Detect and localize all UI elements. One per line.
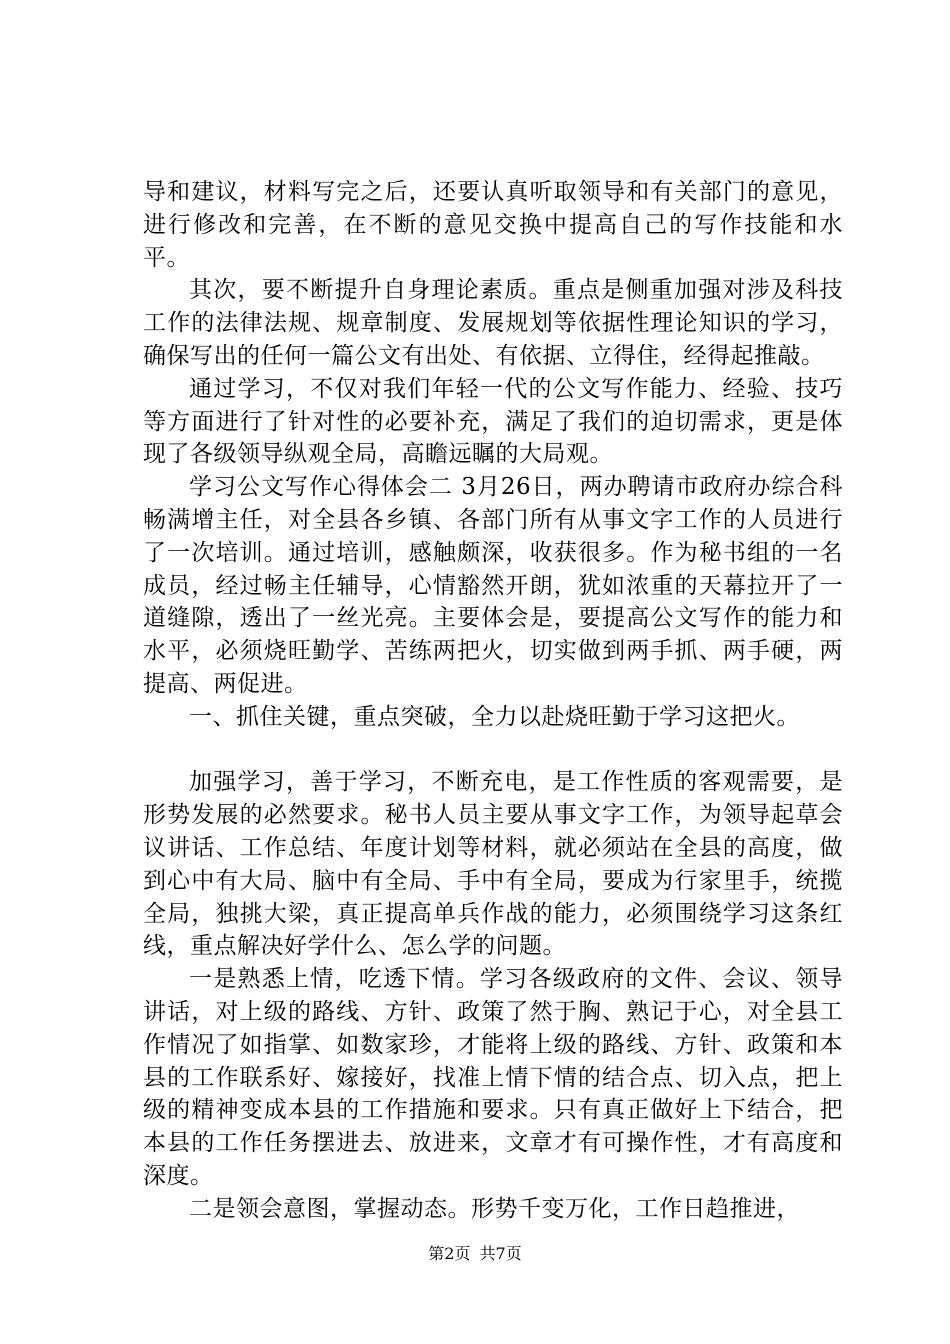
paragraph-point-one: 一是熟悉上情，吃透下情。学习各级政府的文件、会议、领导讲话，对上级的路线、方针、政策了然于胸、熟记于心，对全县工作情况了如指掌、如数家珍，才能将上级的路线、方针、政策和本县的工作联系好、嫁接好，找准上情下情的结合点、切入点，把上级的精神变成本县的工作措施和要求。只有真正做好上下结合，把本县的工作任务摆进去、放进来，文章才有可操作性，才有高度和深度。 [143,966,843,1189]
paragraph-point-two: 二是领会意图，掌握动态。形势千变万化，工作日趋推进， [189,1195,800,1222]
paragraph-continuation: 导和建议，材料写完之后，还要认真听取领导和有关部门的意见，进行修改和完善，在不断的意见交换中提高自己的写作技能和水平。 [143,179,843,271]
blank-line [143,734,843,767]
paragraph-learning-summary: 通过学习，不仅对我们年轻一代的公文写作能力、经验、技巧等方面进行了针对性的必要补充，满足了我们的迫切需求，更是体现了各级领导纵观全局，高瞻远瞩的大局观。 [143,375,843,468]
document-body [143,176,843,1226]
page-footer [0,1244,950,1264]
paragraph-theory: 其次，要不断提升自身理论素质。重点是侧重加强对涉及科技工作的法律法规、规章制度、发展规划等依据性理论知识的学习，确保写出的任何一篇公文有出处、有依据、立得住，经得起推敲。 [143,277,843,369]
page-total: 共7页 [479,1244,522,1263]
paragraph-section-one-heading: 一、抓住关键，重点突破，全力以赴烧旺勤于学习这把火。 [189,703,800,730]
page-number: 第2页 [428,1244,471,1263]
paragraph-strengthen-learning: 加强学习，善于学习，不断充电，是工作性质的客观需要，是形势发展的必然要求。秘书人员主要从事文字工作，为领导起草会议讲话、工作总结、年度计划等材料，就必须站在全县的高度，做到心中有大局、脑中有全局、手中有全局，要成为行家里手，统揽全局，独挑大梁，真正提高单兵作战的能力，必须围绕学习这条红线，重点解决好学什么、怎么学的问题。 [143,769,843,960]
paragraph-second-essay-intro: 学习公文写作心得体会二 3月26日，两办聘请市政府办综合科畅满增主任，对全县各乡镇、各部门所有从事文字工作的人员进行了一次培训。通过培训，感触颇深，收获很多。作为秘书组的一名成员，经过畅主任辅导，心情豁然开朗，犹如浓重的天幕拉开了一道缝隙，透出了一丝光亮。主要体会是，要提高公文写作的能力和水平，必须烧旺勤学、苦练两把火，切实做到两手抓、两手硬，两提高、两促进。 [143,474,843,697]
